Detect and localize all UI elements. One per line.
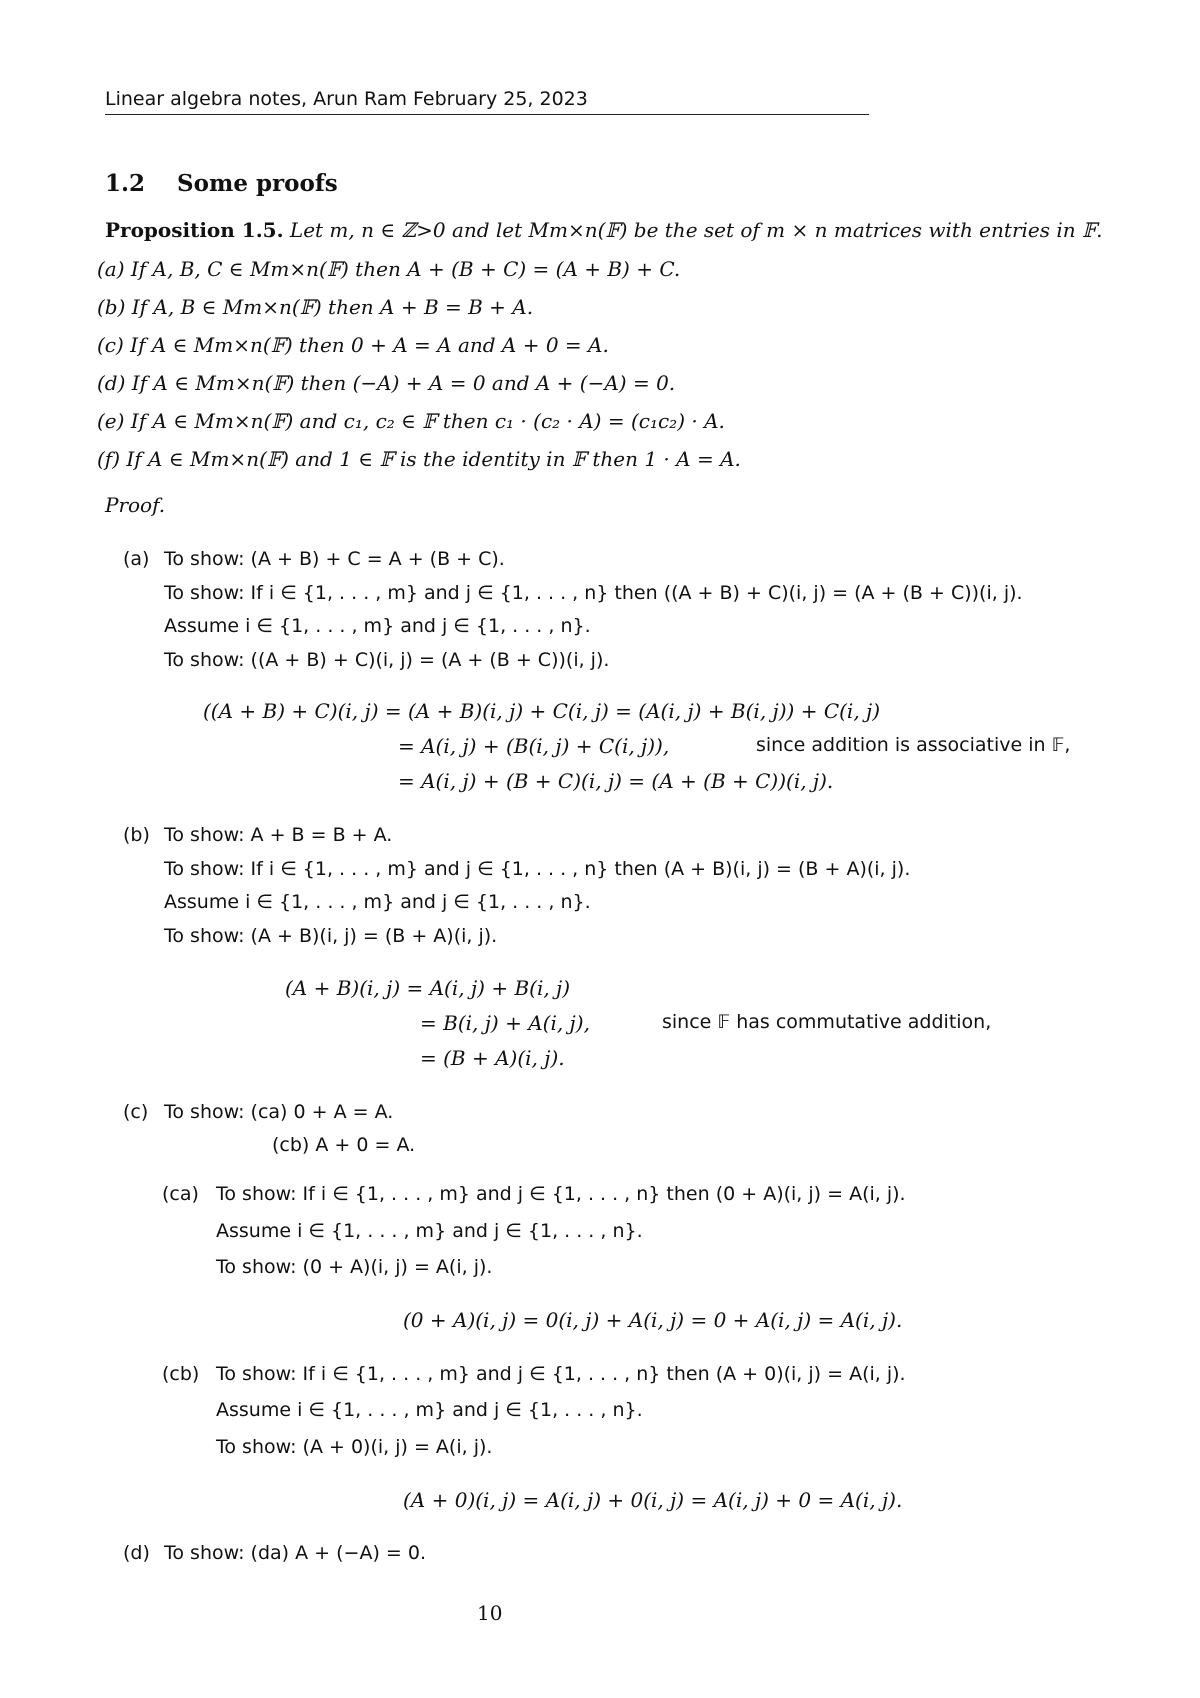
proof-b-label: (b)	[123, 824, 150, 846]
proof-a-line-1: To show: (A + B) + C = A + (B + C).	[164, 548, 505, 570]
proof-ca-label: (ca)	[162, 1183, 199, 1205]
proof-b-equation-1: (A + B)(i, j) = A(i, j) + B(i, j)	[285, 976, 571, 1000]
proof-ca-equation: (0 + A)(i, j) = 0(i, j) + A(i, j) = 0 + A(i, j) = A(i, j).	[403, 1308, 903, 1332]
proof-c-line-1: To show: (ca) 0 + A = A.	[164, 1101, 394, 1123]
proof-ca-line-1: To show: If i ∈ {1, . . . , m} and j ∈ {1, . . . , n} then (0 + A)(i, j) = A(i, j).	[216, 1183, 906, 1205]
proof-d-line-1: To show: (da) A + (−A) = 0.	[164, 1542, 426, 1564]
proof-a-equation-1: ((A + B) + C)(i, j) = (A + B)(i, j) + C(i, j) = (A(i, j) + B(i, j)) + C(i, j)	[203, 699, 881, 723]
running-header: Linear algebra notes, Arun Ram February 25, 2023	[105, 88, 588, 110]
proof-cb-line-2: Assume i ∈ {1, . . . , m} and j ∈ {1, . . . , n}.	[216, 1399, 643, 1421]
proposition-item-a: (a) If A, B, C ∈ Mm×n(𝔽) then A + (B + C) = (A + B) + C.	[97, 257, 681, 281]
proof-a-line-2: To show: If i ∈ {1, . . . , m} and j ∈ {1, . . . , n} then ((A + B) + C)(i, j) = (A + (B + C))(i, j).	[164, 582, 1023, 604]
proof-b-equation-2-note: since 𝔽 has commutative addition,	[662, 1011, 992, 1033]
proof-a-equation-3: = A(i, j) + (B + C)(i, j) = (A + (B + C))(i, j).	[398, 769, 834, 793]
proof-cb-line-1: To show: If i ∈ {1, . . . , m} and j ∈ {1, . . . , n} then (A + 0)(i, j) = A(i, j).	[216, 1363, 906, 1385]
proof-d-label: (d)	[123, 1542, 150, 1564]
proof-b-line-2: To show: If i ∈ {1, . . . , m} and j ∈ {1, . . . , n} then (A + B)(i, j) = (B + A)(i, j).	[164, 858, 911, 880]
proposition-item-c: (c) If A ∈ Mm×n(𝔽) then 0 + A = A and A + 0 = A.	[97, 333, 609, 357]
proposition-item-f: (f) If A ∈ Mm×n(𝔽) and 1 ∈ 𝔽 is the identity in 𝔽 then 1 · A = A.	[97, 447, 741, 471]
proof-a-label: (a)	[123, 548, 150, 570]
section-title: Some proofs	[177, 170, 338, 197]
proof-b-line-4: To show: (A + B)(i, j) = (B + A)(i, j).	[164, 925, 498, 947]
proof-a-line-4: To show: ((A + B) + C)(i, j) = (A + (B + C))(i, j).	[164, 649, 610, 671]
proof-b-line-1: To show: A + B = B + A.	[164, 824, 393, 846]
proof-a-equation-2: = A(i, j) + (B(i, j) + C(i, j)),	[398, 734, 670, 758]
header-rule	[105, 114, 869, 115]
proof-a-line-3: Assume i ∈ {1, . . . , m} and j ∈ {1, . . . , n}.	[164, 615, 591, 637]
page-number: 10	[477, 1601, 503, 1625]
proof-ca-line-3: To show: (0 + A)(i, j) = A(i, j).	[216, 1256, 493, 1278]
proof-c-label: (c)	[123, 1101, 149, 1123]
proposition-label: Proposition 1.5.	[105, 218, 284, 242]
proof-a-equation-2-note: since addition is associative in 𝔽,	[756, 734, 1071, 756]
proof-cb-equation: (A + 0)(i, j) = A(i, j) + 0(i, j) = A(i, j) + 0 = A(i, j).	[403, 1488, 903, 1512]
proof-ca-line-2: Assume i ∈ {1, . . . , m} and j ∈ {1, . . . , n}.	[216, 1220, 643, 1242]
proposition-statement: Let m, n ∈ ℤ>0 and let Mm×n(𝔽) be the set of m × n matrices with entries in 𝔽.	[289, 218, 1103, 242]
proof-c-line-2: (cb) A + 0 = A.	[272, 1134, 416, 1156]
proof-cb-line-3: To show: (A + 0)(i, j) = A(i, j).	[216, 1436, 493, 1458]
proposition-item-d: (d) If A ∈ Mm×n(𝔽) then (−A) + A = 0 and A + (−A) = 0.	[97, 371, 676, 395]
section-heading	[105, 170, 338, 198]
proposition-heading	[105, 218, 1103, 242]
section-number: 1.2	[105, 170, 146, 197]
proof-cb-label: (cb)	[162, 1363, 200, 1385]
proposition-item-e: (e) If A ∈ Mm×n(𝔽) and c₁, c₂ ∈ 𝔽 then c₁ · (c₂ · A) = (c₁c₂) · A.	[97, 409, 725, 433]
proof-b-equation-2: = B(i, j) + A(i, j),	[420, 1011, 590, 1035]
proof-b-equation-3: = (B + A)(i, j).	[420, 1046, 565, 1070]
proposition-item-b: (b) If A, B ∈ Mm×n(𝔽) then A + B = B + A.	[97, 295, 534, 319]
proof-label: Proof.	[105, 493, 166, 517]
proof-b-line-3: Assume i ∈ {1, . . . , m} and j ∈ {1, . . . , n}.	[164, 891, 591, 913]
